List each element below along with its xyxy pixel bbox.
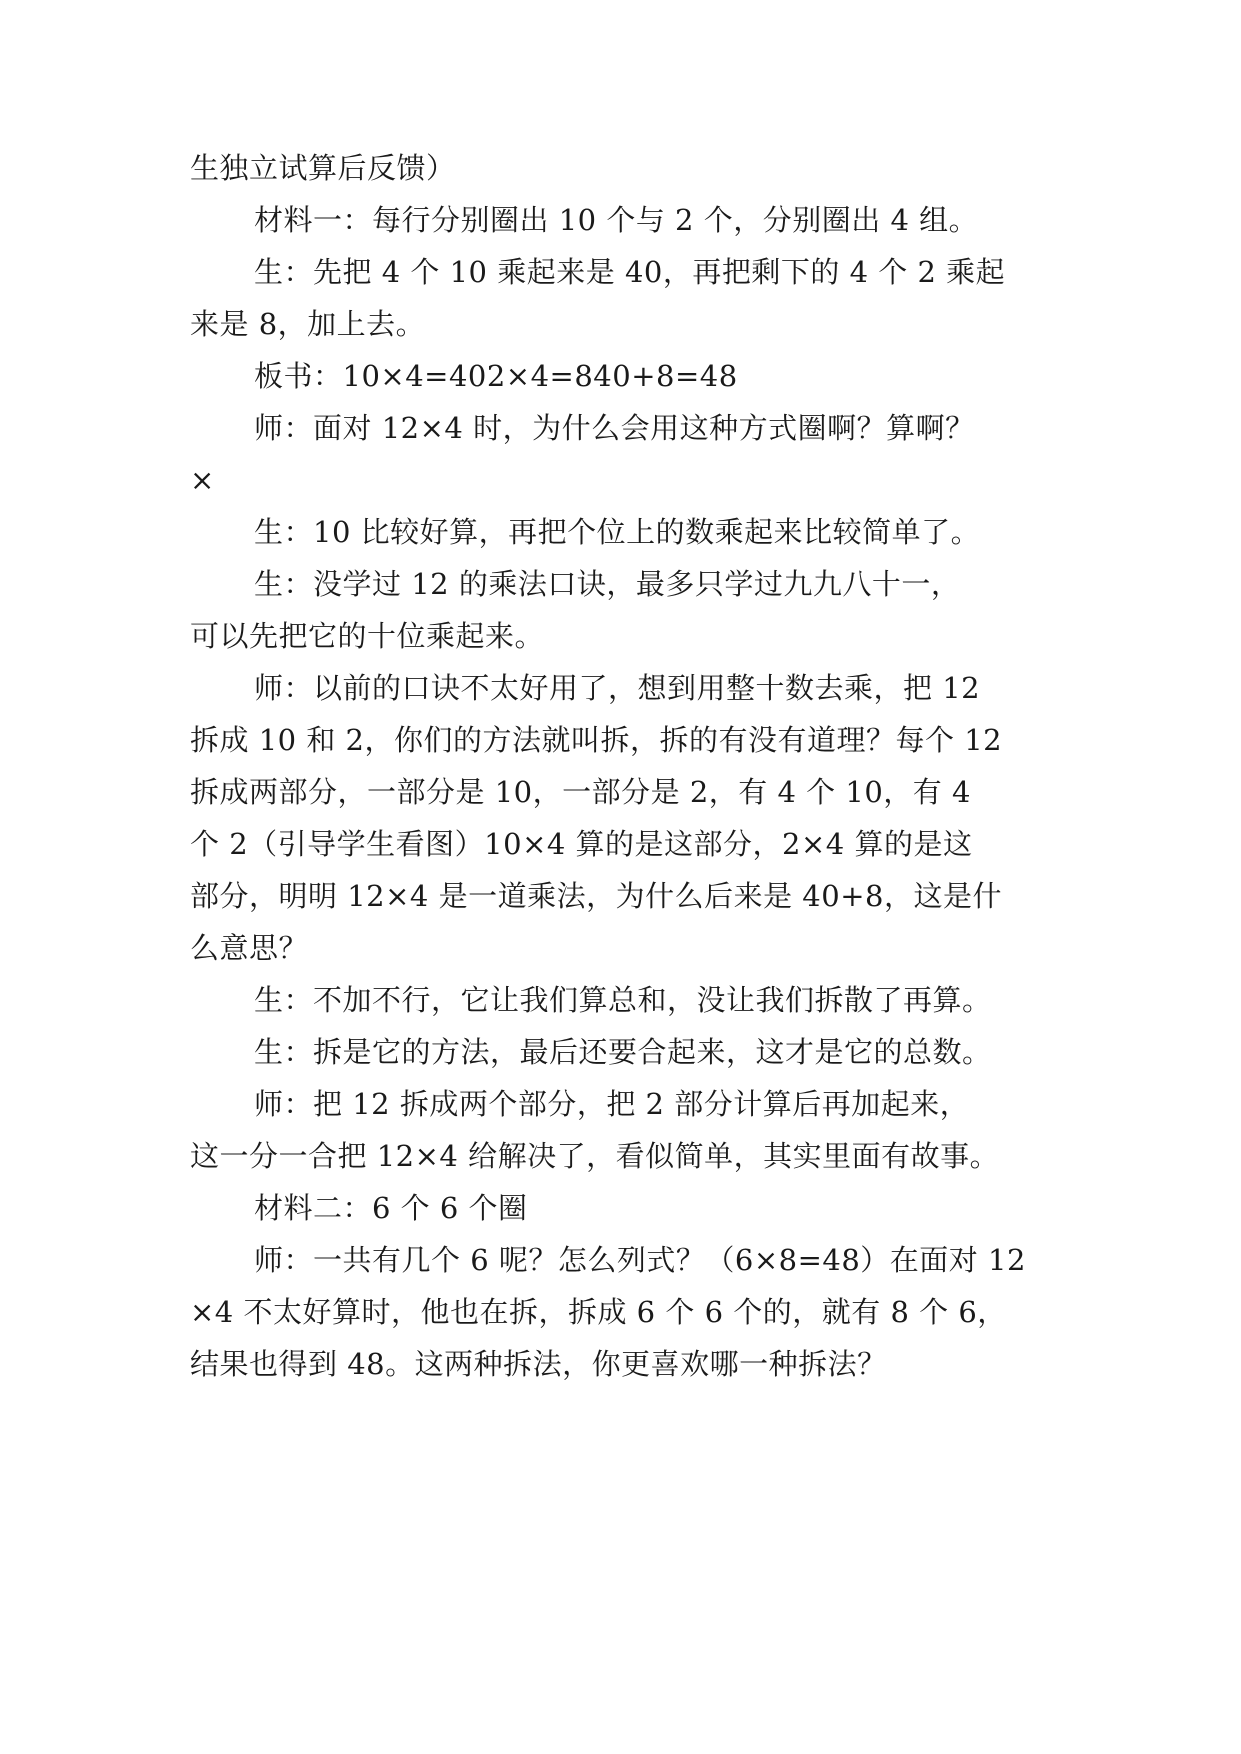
text-line: 拆成两部分，一部分是 10，一部分是 2，有 4 个 10，有 4 xyxy=(190,775,971,809)
text-line: 生：没学过 12 的乘法口诀，最多只学过九九八十一， xyxy=(254,567,961,601)
text-line: 生：拆是它的方法，最后还要合起来，这才是它的总数。 xyxy=(254,1035,992,1069)
text-line: 材料二：6 个 6 个圈 xyxy=(254,1191,528,1225)
text-line: 板书：10×4=402×4=840+8=48 xyxy=(254,359,738,393)
text-line: 么意思？ xyxy=(190,931,309,965)
text-line: 材料一：每行分别圈出 10 个与 2 个，分别圈出 4 组。 xyxy=(254,203,979,237)
text-line: ×4 不太好算时，他也在拆，拆成 6 个 6 个的，就有 8 个 6， xyxy=(190,1295,1007,1329)
text-line: 个 2（引导学生看图）10×4 算的是这部分，2×4 算的是这 xyxy=(190,827,973,861)
text-line: 生独立试算后反馈） xyxy=(190,151,456,185)
text-line: 来是 8，加上去。 xyxy=(190,307,426,341)
text-line: 结果也得到 48。这两种拆法，你更喜欢哪一种拆法？ xyxy=(190,1347,887,1381)
text-line: 拆成 10 和 2，你们的方法就叫拆，拆的有没有道理？每个 12 xyxy=(190,723,1003,757)
text-line: 这一分一合把 12×4 给解决了，看似简单，其实里面有故事。 xyxy=(190,1139,1000,1173)
text-line: 师：一共有几个 6 呢？怎么列式？（6×8=48）在面对 12 xyxy=(254,1243,1026,1277)
text-line: 生：10 比较好算，再把个位上的数乘起来比较简单了。 xyxy=(254,515,981,549)
text-line: 生：先把 4 个 10 乘起来是 40，再把剩下的 4 个 2 乘起 xyxy=(254,255,1006,289)
text-line: × xyxy=(190,463,215,497)
text-line: 师：把 12 拆成两个部分，把 2 部分计算后再加起来， xyxy=(254,1087,970,1121)
text-line: 师：面对 12×4 时，为什么会用这种方式圈啊？算啊？ xyxy=(254,411,975,445)
text-line: 师：以前的口诀不太好用了，想到用整十数去乘，把 12 xyxy=(254,671,981,705)
text-line: 生：不加不行，它让我们算总和，没让我们拆散了再算。 xyxy=(254,983,992,1017)
text-line: 部分，明明 12×4 是一道乘法，为什么后来是 40+8，这是什 xyxy=(190,879,1002,913)
text-line: 可以先把它的十位乘起来。 xyxy=(190,619,545,653)
